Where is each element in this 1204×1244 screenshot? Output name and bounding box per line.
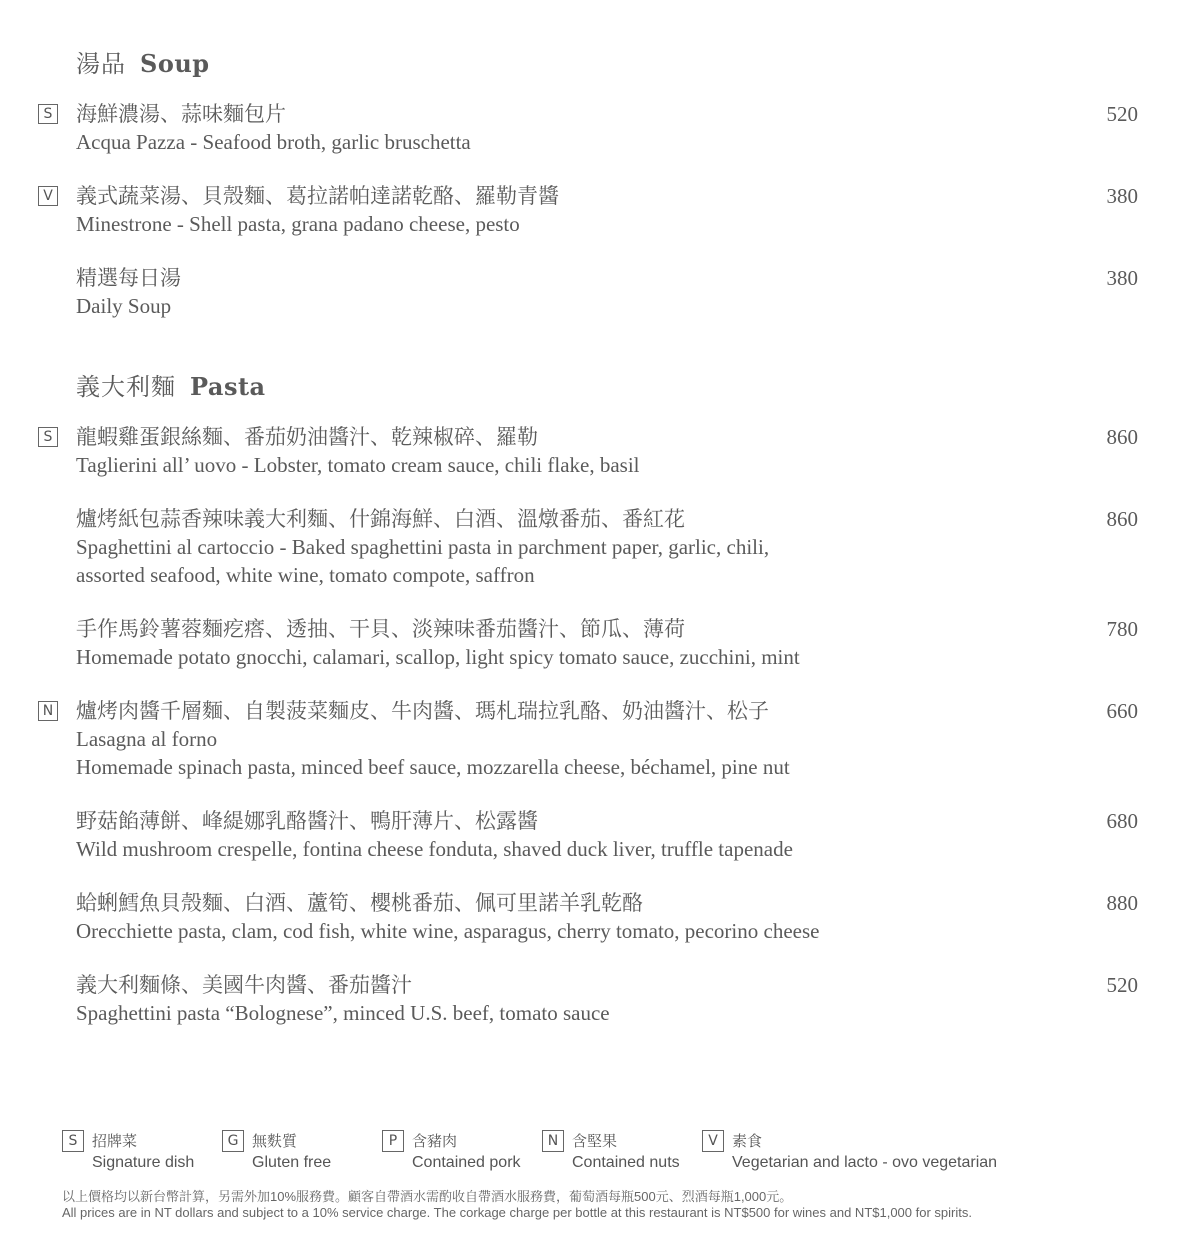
item-name-en: Homemade spinach pasta, minced beef sauce, mozzarella cheese, béchamel, pine nut — [76, 755, 790, 779]
section-title-en: Pasta — [190, 372, 266, 401]
legend-label-en: Vegetarian and lacto - ovo vegetarian — [732, 1154, 998, 1171]
item-name-en: Orecchiette pasta, clam, cod fish, white wine, asparagus, cherry tomato, pecorino cheese — [76, 919, 820, 943]
menu-item — [43, 182, 1156, 238]
item-price: 780 — [1106, 617, 1138, 641]
item-name-zh: 手作馬鈴薯蓉麵疙瘩、透抽、干貝、淡辣味番茄醬汁、節瓜、薄荷 — [76, 617, 685, 641]
legend-label-zh: 含豬肉 — [412, 1132, 458, 1150]
legend-label-zh: 無麩質 — [252, 1132, 298, 1150]
item-price: 860 — [1106, 425, 1138, 449]
item-name-zh: 爐烤紙包蒜香辣味義大利麵、什錦海鮮、白酒、溫燉番茄、番紅花 — [76, 507, 685, 531]
legend-label-zh: 招牌菜 — [92, 1132, 138, 1150]
price-note-zh: 以上價格均以新台幣計算，另需外加10%服務費。顧客自帶酒水需酌收自帶酒水服務費，葡萄酒每瓶500元、烈酒每瓶1,000元。 — [62, 1189, 793, 1204]
legend — [62, 1130, 1162, 1176]
nuts-badge-icon: N — [38, 701, 58, 721]
section-title-soup — [76, 44, 210, 79]
item-name-zh: 爐烤肉醬千層麵、自製菠菜麵皮、牛肉醬、瑪札瑞拉乳酪、奶油醬汁、松子 — [76, 699, 769, 723]
signature-badge-icon: S — [62, 1130, 84, 1152]
nuts-badge-icon: N — [542, 1130, 564, 1152]
menu-item — [43, 423, 1156, 479]
legend-label-zh: 含堅果 — [572, 1132, 618, 1150]
item-price: 520 — [1106, 973, 1138, 997]
signature-badge-icon: S — [38, 104, 58, 124]
item-name-en: Taglierini all’ uovo - Lobster, tomato cream sauce, chili flake, basil — [76, 453, 640, 477]
menu-item — [42, 697, 1156, 781]
item-name-zh: 義大利麵條、美國牛肉醬、番茄醬汁 — [76, 973, 412, 997]
section-title-zh: 湯品 — [76, 50, 126, 78]
item-name-en: Homemade potato gnocchi, calamari, scallop, light spicy tomato sauce, zucchini, mint — [76, 645, 800, 669]
vegetarian-badge-icon: V — [38, 186, 58, 206]
vegetarian-badge-icon: V — [702, 1130, 724, 1152]
item-name-zh: 野菇餡薄餅、峰緹娜乳酪醬汁、鴨肝薄片、松露醬 — [76, 809, 538, 833]
item-name-zh: 蛤蜊鱈魚貝殼麵、白酒、蘆筍、櫻桃番茄、佩可里諾羊乳乾酪 — [76, 891, 643, 915]
item-price: 660 — [1106, 699, 1138, 723]
item-name-zh: 海鮮濃湯、蒜味麵包片 — [76, 102, 286, 126]
menu-item — [76, 889, 1156, 945]
pork-badge-icon: P — [382, 1130, 404, 1152]
item-name-en: Wild mushroom crespelle, fontina cheese fonduta, shaved duck liver, truffle tapenade — [76, 837, 793, 861]
item-name-en: assorted seafood, white wine, tomato compote, saffron — [76, 563, 535, 587]
item-price: 860 — [1106, 507, 1138, 531]
legend-label-zh: 素食 — [732, 1132, 763, 1150]
item-name-en: Lasagna al forno — [76, 727, 218, 751]
menu-item — [43, 100, 1156, 156]
item-name-en: Spaghettini al cartoccio - Baked spaghettini pasta in parchment paper, garlic, chili, — [76, 535, 770, 559]
legend-label-en: Contained nuts — [572, 1154, 680, 1171]
item-price: 380 — [1106, 184, 1138, 208]
item-name-en: Spaghettini pasta “Bolognese”, minced U.S. beef, tomato sauce — [76, 1001, 610, 1025]
item-price: 680 — [1106, 809, 1138, 833]
section-title-pasta — [76, 367, 266, 402]
item-name-en: Daily Soup — [76, 294, 172, 318]
signature-badge-icon: S — [38, 427, 58, 447]
item-price: 520 — [1106, 102, 1138, 126]
item-name-zh: 龍蝦雞蛋銀絲麵、番茄奶油醬汁、乾辣椒碎、羅勒 — [76, 425, 538, 449]
price-note-en: All prices are in NT dollars and subject to a 10% service charge. The corkage charge per bottle at this restaurant is NT$500 for wines and NT$1,000 for spirits. — [62, 1205, 972, 1220]
gluten-free-badge-icon: G — [222, 1130, 244, 1152]
menu-item — [76, 615, 1156, 671]
legend-label-en: Gluten free — [252, 1154, 332, 1171]
item-name-zh: 精選每日湯 — [76, 266, 181, 290]
section-title-en: Soup — [140, 49, 210, 78]
menu-item — [76, 264, 1156, 320]
item-price: 380 — [1106, 266, 1138, 290]
item-name-zh: 義式蔬菜湯、貝殼麵、葛拉諾帕達諾乾酪、羅勒青醬 — [76, 184, 559, 208]
item-name-en: Acqua Pazza - Seafood broth, garlic bruschetta — [76, 130, 471, 154]
item-name-en: Minestrone - Shell pasta, grana padano cheese, pesto — [76, 212, 520, 236]
menu-item — [76, 971, 1156, 1027]
section-title-zh: 義大利麵 — [76, 373, 176, 401]
legend-label-en: Contained pork — [412, 1154, 521, 1171]
menu-item — [76, 505, 1156, 589]
item-price: 880 — [1106, 891, 1138, 915]
legend-label-en: Signature dish — [92, 1154, 195, 1171]
menu-item — [76, 807, 1156, 863]
